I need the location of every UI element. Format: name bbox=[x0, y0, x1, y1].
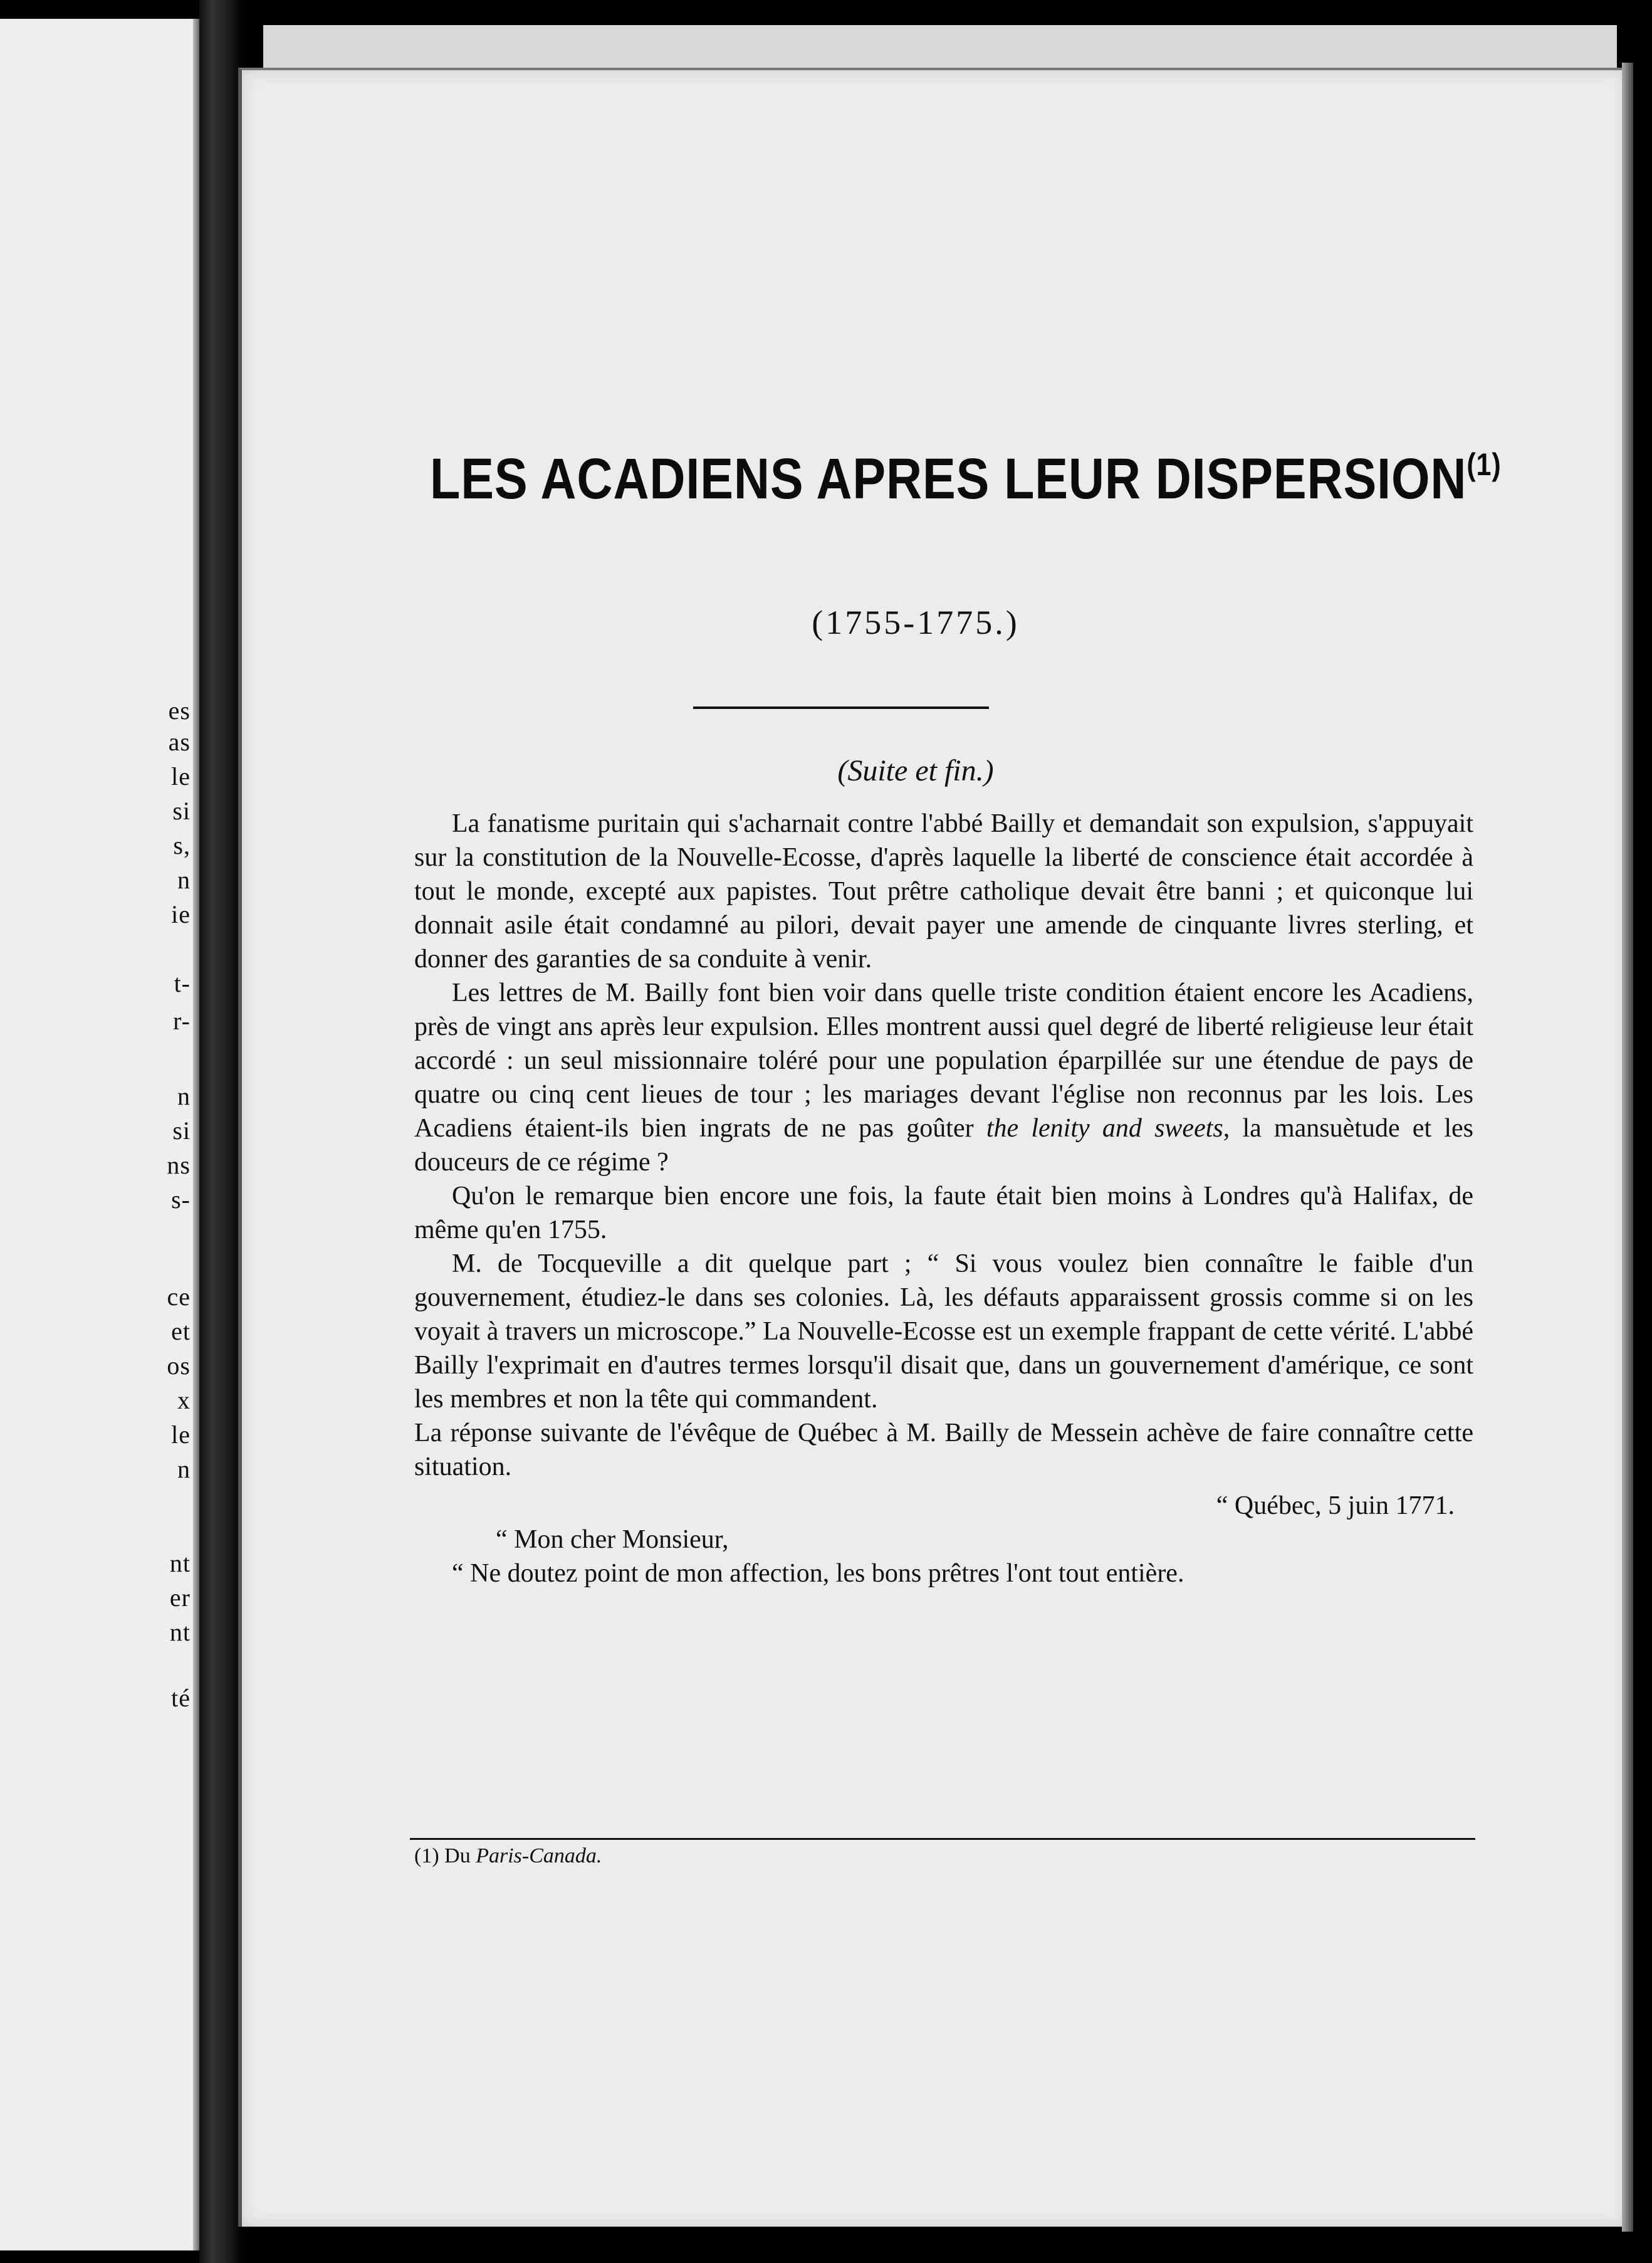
previous-page-fragment: as bbox=[168, 728, 191, 756]
page-top-edge bbox=[263, 25, 1617, 71]
previous-page-fragment: os bbox=[167, 1352, 191, 1380]
paragraph-2 bbox=[414, 976, 1473, 1179]
letter-dateline: “ Québec, 5 juin 1771. bbox=[1216, 1491, 1455, 1520]
letter-salutation: “ Mon cher Monsieur, bbox=[496, 1525, 729, 1554]
previous-page-fragment: n bbox=[177, 1455, 191, 1483]
paragraph-1: La fanatisme puritain qui s'acharnait contre l'abbé Bailly et demandait son expulsion, s'appuyait sur la constitution de la Nouvelle-Ecosse, d'après laquelle la liberté de conscience était accordée à tout le monde, excepté aux papistes. Tout prêtre catholique devait être banni ; et quiconque lui donnait asile était condamné au pilori, devait payer une amende de cinquante livres sterling, et donner des garanties de sa conduite à venir. bbox=[414, 809, 1473, 974]
footnote-mark: (1) Du bbox=[414, 1844, 471, 1867]
previous-page-fragment: si bbox=[172, 1116, 191, 1145]
paragraph-4: M. de Tocqueville a dit quelque part ; “ Si vous voulez bien connaître le faible d'un gouvernement, étudiez-le dans ses colonies. Là, les défauts apparaissent grossis comme si on les voyait à travers un microscope.” La Nouvelle-Ecosse est un exemple frappant de cette vérité. L'abbé Bailly l'exprimait en d'autres termes lorsqu'il disait que, dans un gouvernement d'amérique, ce sont les membres et non la tête qui commandent. bbox=[414, 1249, 1473, 1414]
previous-page-fragment: n bbox=[177, 1082, 191, 1110]
footnote-source: Paris-Canada. bbox=[476, 1844, 602, 1867]
article-title bbox=[430, 446, 1502, 512]
previous-page-edge bbox=[193, 19, 199, 2250]
footnote bbox=[414, 1844, 602, 1868]
article-title-text: LES ACADIENS APRES LEUR DISPERSION bbox=[430, 447, 1467, 511]
previous-page-fragment: nt bbox=[169, 1618, 191, 1646]
previous-page-fragment: si bbox=[172, 797, 191, 825]
previous-page-fragment: x bbox=[177, 1386, 191, 1414]
previous-page-fragment: ce bbox=[167, 1283, 191, 1311]
previous-page-fragment: ns bbox=[167, 1151, 191, 1179]
title-footnote-mark: (1) bbox=[1466, 447, 1502, 482]
previous-page-fragment: s, bbox=[173, 831, 191, 859]
article-body bbox=[414, 807, 1473, 1590]
title-divider bbox=[693, 706, 989, 709]
previous-page-fragment: er bbox=[169, 1583, 191, 1612]
previous-page-fragment: t- bbox=[174, 969, 191, 997]
article-subtitle: (Suite et fin.) bbox=[837, 754, 994, 787]
previous-page-fragment: le bbox=[171, 1420, 191, 1449]
paragraph-3: Qu'on le remarque bien encore une fois, la faute était bien moins à Londres qu'à Halifax, de même qu'en 1755. bbox=[414, 1182, 1473, 1244]
paragraph-2-italic: the lenity and sweets bbox=[986, 1114, 1223, 1143]
previous-page-fragment: ie bbox=[171, 900, 191, 928]
previous-page-fragment: et bbox=[171, 1317, 191, 1345]
previous-page-fragment: nt bbox=[169, 1549, 191, 1577]
footnote-divider bbox=[410, 1838, 1475, 1840]
previous-page-fragment: n bbox=[177, 866, 191, 894]
previous-page-fragment: s- bbox=[171, 1185, 191, 1214]
previous-page-fragment: le bbox=[171, 762, 191, 790]
paragraph-2-end: , la mansuètude et les douceurs de ce régime ? bbox=[414, 1114, 1473, 1177]
paragraph-2-text: Les lettres de M. Bailly font bien voir dans quelle triste condition étaient encore les Acadiens, près de vingt ans après leur expulsion. Elles montrent aussi quel degré de liberté religieuse leur était accordé : un seul missionnaire toléré pour une population éparpillée sur une étendue de pays de quatre ou cinq cent lieues de tour ; les mariages devant l'église non reconnus par les lois. Les Acadiens étaient-ils bien ingrats de ne pas goûter bbox=[414, 979, 1473, 1143]
book-gutter bbox=[199, 0, 243, 2263]
previous-page-fragment: es bbox=[168, 696, 191, 725]
article-dates: (1755-1775.) bbox=[812, 604, 1020, 641]
letter-lead-in: La réponse suivante de l'évêque de Québec à M. Bailly de Messein achève de faire connaître cette situation. bbox=[414, 1419, 1473, 1481]
document-page bbox=[238, 68, 1627, 2227]
previous-page-fragment: r- bbox=[173, 1007, 191, 1035]
previous-page-fragment: té bbox=[171, 1684, 191, 1712]
letter-body: “ Ne doutez point de mon affection, les bons prêtres l'ont tout entière. bbox=[452, 1559, 1184, 1588]
page-right-edge bbox=[1622, 63, 1633, 2232]
previous-page bbox=[0, 19, 199, 2250]
